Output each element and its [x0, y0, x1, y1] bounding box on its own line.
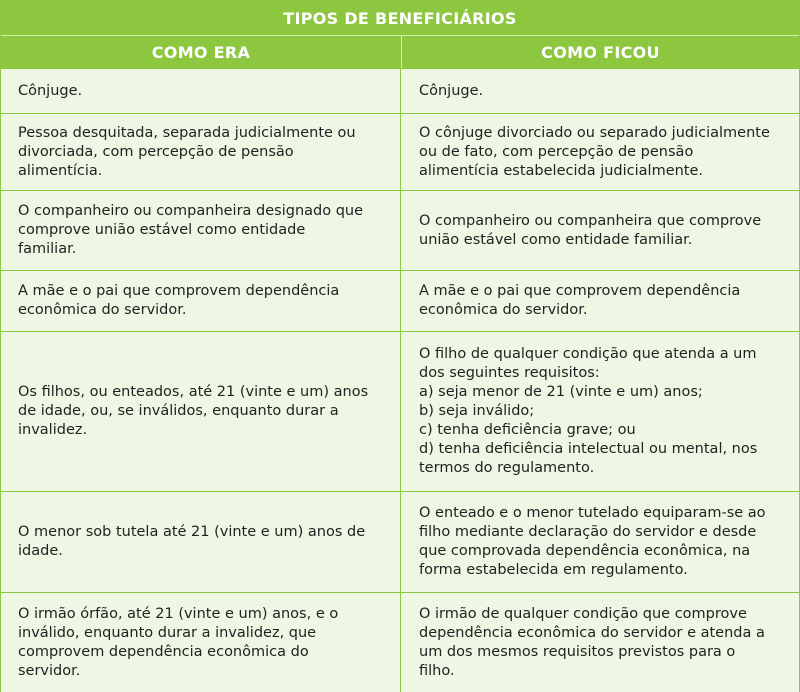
- cell-after: [402, 593, 799, 692]
- cell-text-line: Os filhos, ou enteados, até 21 (vinte e um) anos: [18, 384, 369, 400]
- table-row: [1, 113, 799, 190]
- cell-text-line: O companheiro ou companheira designado que: [18, 203, 364, 219]
- cell-text-line: comprove união estável como entidade: [18, 222, 306, 238]
- cell-text-line: c) tenha deficiência grave; ou: [419, 422, 636, 438]
- cell-text-line: alimentícia.: [18, 162, 103, 179]
- cell-text-line: ou de fato, com percepção de pensão: [419, 143, 694, 160]
- cell-text-line: d) tenha deficiência intelectual ou mental, nos: [419, 441, 758, 457]
- cell-text-line: que comprovada dependência econômica, na: [419, 543, 751, 559]
- cell-text-line: idade.: [18, 543, 63, 559]
- cell-before: [1, 271, 401, 331]
- table-row: [1, 190, 799, 270]
- cell-after: [402, 191, 799, 270]
- cell-before: [1, 593, 401, 692]
- table-row: [1, 331, 799, 491]
- cell-after: [402, 271, 799, 331]
- cell-text-line: b) seja inválido;: [419, 403, 535, 419]
- cell-text-line: A mãe e o pai que comprovem dependência: [18, 283, 340, 299]
- cell-text-line: divorciada, com percepção de pensão: [18, 143, 294, 160]
- cell-before: [1, 332, 401, 491]
- table-title: TIPOS DE BENEFICIÁRIOS: [1, 1, 799, 36]
- cell-before: [1, 492, 401, 592]
- cell-after: [402, 114, 799, 190]
- cell-text-line: inválido, enquanto durar a invalidez, que: [18, 624, 317, 641]
- cell-text-line: O enteado e o menor tutelado equiparam-se ao: [419, 505, 766, 521]
- cell-after: [402, 69, 799, 113]
- table-row: [1, 68, 799, 113]
- cell-text-line: Cônjuge.: [419, 82, 484, 99]
- cell-text-line: união estável como entidade familiar.: [419, 231, 693, 248]
- cell-text-line: O menor sob tutela até 21 (vinte e um) anos de: [18, 524, 366, 540]
- cell-text-line: filho mediante declaração do servidor e desde: [419, 524, 757, 540]
- cell-before: [1, 69, 401, 113]
- cell-text-line: O filho de qualquer condição que atenda a um: [419, 346, 757, 362]
- cell-text-line: filho.: [419, 662, 455, 679]
- cell-text-line: Cônjuge.: [18, 82, 83, 99]
- cell-text-line: a) seja menor de 21 (vinte e um) anos;: [419, 384, 703, 400]
- cell-text-line: O cônjuge divorciado ou separado judicialmente: [419, 124, 770, 141]
- table-row: [1, 491, 799, 592]
- cell-text-line: O irmão de qualquer condição que comprove: [419, 605, 747, 622]
- cell-text-line: dos seguintes requisitos:: [419, 365, 600, 381]
- cell-text-line: um dos mesmos requisitos previstos para o: [419, 643, 736, 660]
- cell-text-line: O irmão órfão, até 21 (vinte e um) anos, e o: [18, 605, 339, 622]
- column-header-before: COMO ERA: [1, 36, 402, 68]
- cell-text-line: de idade, ou, se inválidos, enquanto durar a: [18, 403, 339, 419]
- cell-before: [1, 191, 401, 270]
- cell-text-line: O companheiro ou companheira que comprove: [419, 212, 762, 229]
- table-row: [1, 270, 799, 331]
- cell-text-line: A mãe e o pai que comprovem dependência: [419, 283, 741, 299]
- cell-text-line: alimentícia estabelecida judicialmente.: [419, 162, 704, 179]
- column-header-row: [1, 36, 799, 68]
- cell-text-line: comprovem dependência econômica do: [18, 643, 309, 660]
- cell-text-line: econômica do servidor.: [419, 302, 588, 318]
- cell-text-line: servidor.: [18, 662, 81, 679]
- cell-text-line: dependência econômica do servidor e atenda a: [419, 624, 765, 641]
- cell-text-line: invalidez.: [18, 422, 88, 438]
- cell-text-line: familiar.: [18, 241, 77, 257]
- cell-after: [402, 332, 799, 491]
- cell-text-line: Pessoa desquitada, separada judicialmente ou: [18, 124, 356, 141]
- cell-before: [1, 114, 401, 190]
- cell-after: [402, 492, 799, 592]
- cell-text-line: forma estabelecida em regulamento.: [419, 562, 688, 578]
- cell-text-line: termos do regulamento.: [419, 460, 595, 476]
- column-header-after: COMO FICOU: [541, 42, 660, 62]
- table-row: [1, 592, 799, 692]
- cell-text-line: econômica do servidor.: [18, 302, 187, 318]
